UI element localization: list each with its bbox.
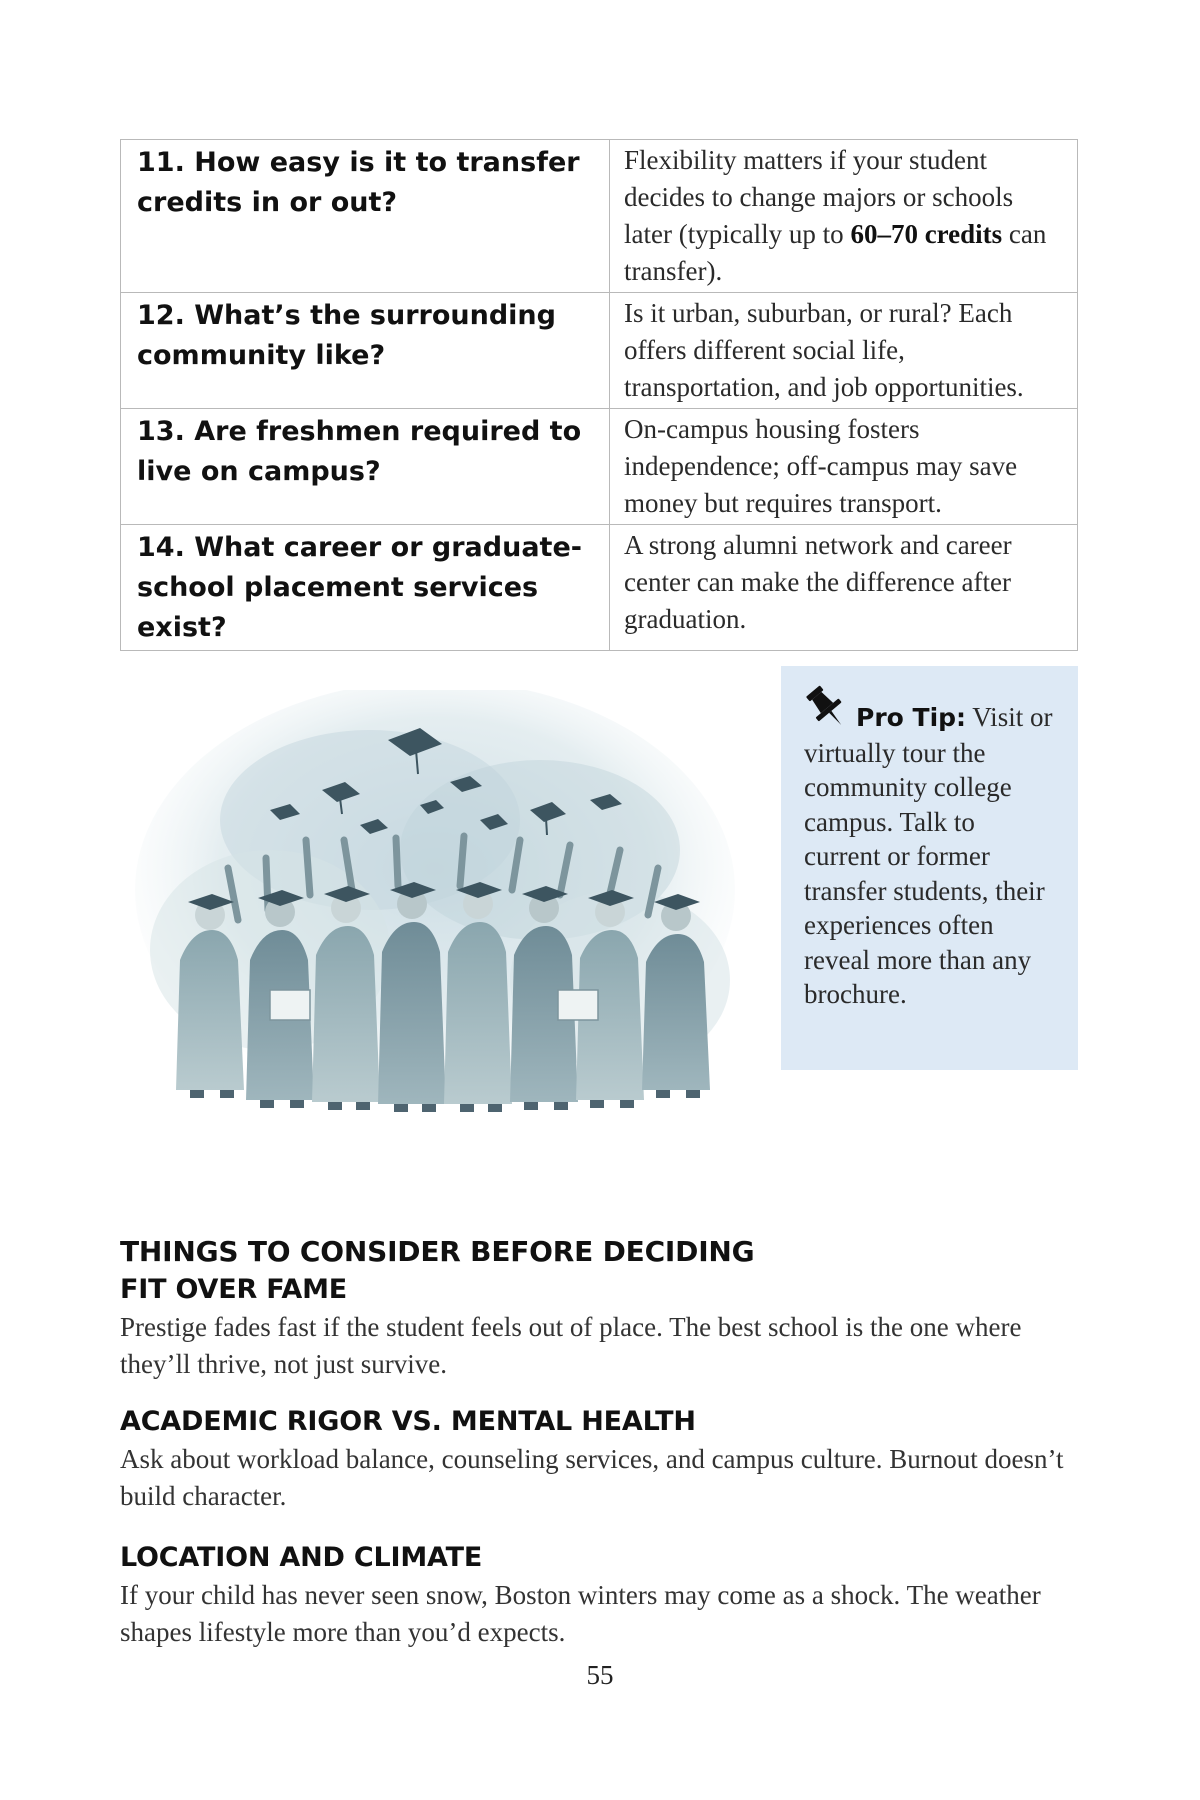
question-cell: 12. What’s the surrounding community like?: [121, 293, 610, 409]
page-number: 55: [586, 1660, 614, 1690]
pro-tip-text: Visit or virtually tour the community college campus. Talk to current or former transfer students, their experiences often reveal more than any brochure.: [804, 702, 1053, 1009]
table-row: [121, 525, 1078, 651]
pushpin-icon: [802, 684, 852, 732]
questions-table: [120, 139, 1078, 651]
answer-cell: [610, 140, 1078, 293]
subheading: ACADEMIC RIGOR VS. MENTAL HEALTH: [120, 1406, 696, 1437]
paragraph: Prestige fades fast if the student feels out of place. The best school is the one where they’ll thrive, not just survive.: [120, 1312, 1022, 1379]
answer-cell: On-campus housing fosters independence; off-campus may save money but requires transport.: [610, 409, 1078, 525]
answer-cell: A strong alumni network and career center can make the difference after graduation.: [610, 525, 1078, 651]
table-row: [121, 293, 1078, 409]
subheading: FIT OVER FAME: [120, 1274, 348, 1305]
consideration-item: [120, 1403, 1080, 1515]
answer-bold-text: 60–70 credits: [850, 219, 1003, 249]
table-row: [121, 409, 1078, 525]
graduates-throwing-caps-illustration: [120, 690, 740, 1130]
question-cell: 13. Are freshmen required to live on campus?: [121, 409, 610, 525]
answer-cell: Is it urban, suburban, or rural? Each offers different social life, transportation, and job opportunities.: [610, 293, 1078, 409]
pro-tip-label: Pro Tip:: [856, 703, 967, 732]
table-row: [121, 140, 1078, 293]
considerations-section: [120, 1233, 1080, 1383]
paragraph: If your child has never seen snow, Boston winters may come as a shock. The weather shapes lifestyle more than you’d expects.: [120, 1580, 1041, 1647]
question-cell: 11. How easy is it to transfer credits in or out?: [121, 140, 610, 293]
subheading: LOCATION AND CLIMATE: [120, 1542, 483, 1573]
answer-text: Flexibility matters if your student decides to change majors or schools later (typically up to: [624, 145, 1014, 249]
paragraph: Ask about workload balance, counseling services, and campus culture. Burnout doesn’t build character.: [120, 1444, 1064, 1511]
question-cell: 14. What career or graduate-school placement services exist?: [121, 525, 610, 651]
section-heading: THINGS TO CONSIDER BEFORE DECIDING: [120, 1235, 755, 1268]
pro-tip-box: [781, 666, 1078, 1070]
consideration-item: [120, 1539, 1080, 1651]
answer-text: can transfer).: [624, 219, 1047, 286]
